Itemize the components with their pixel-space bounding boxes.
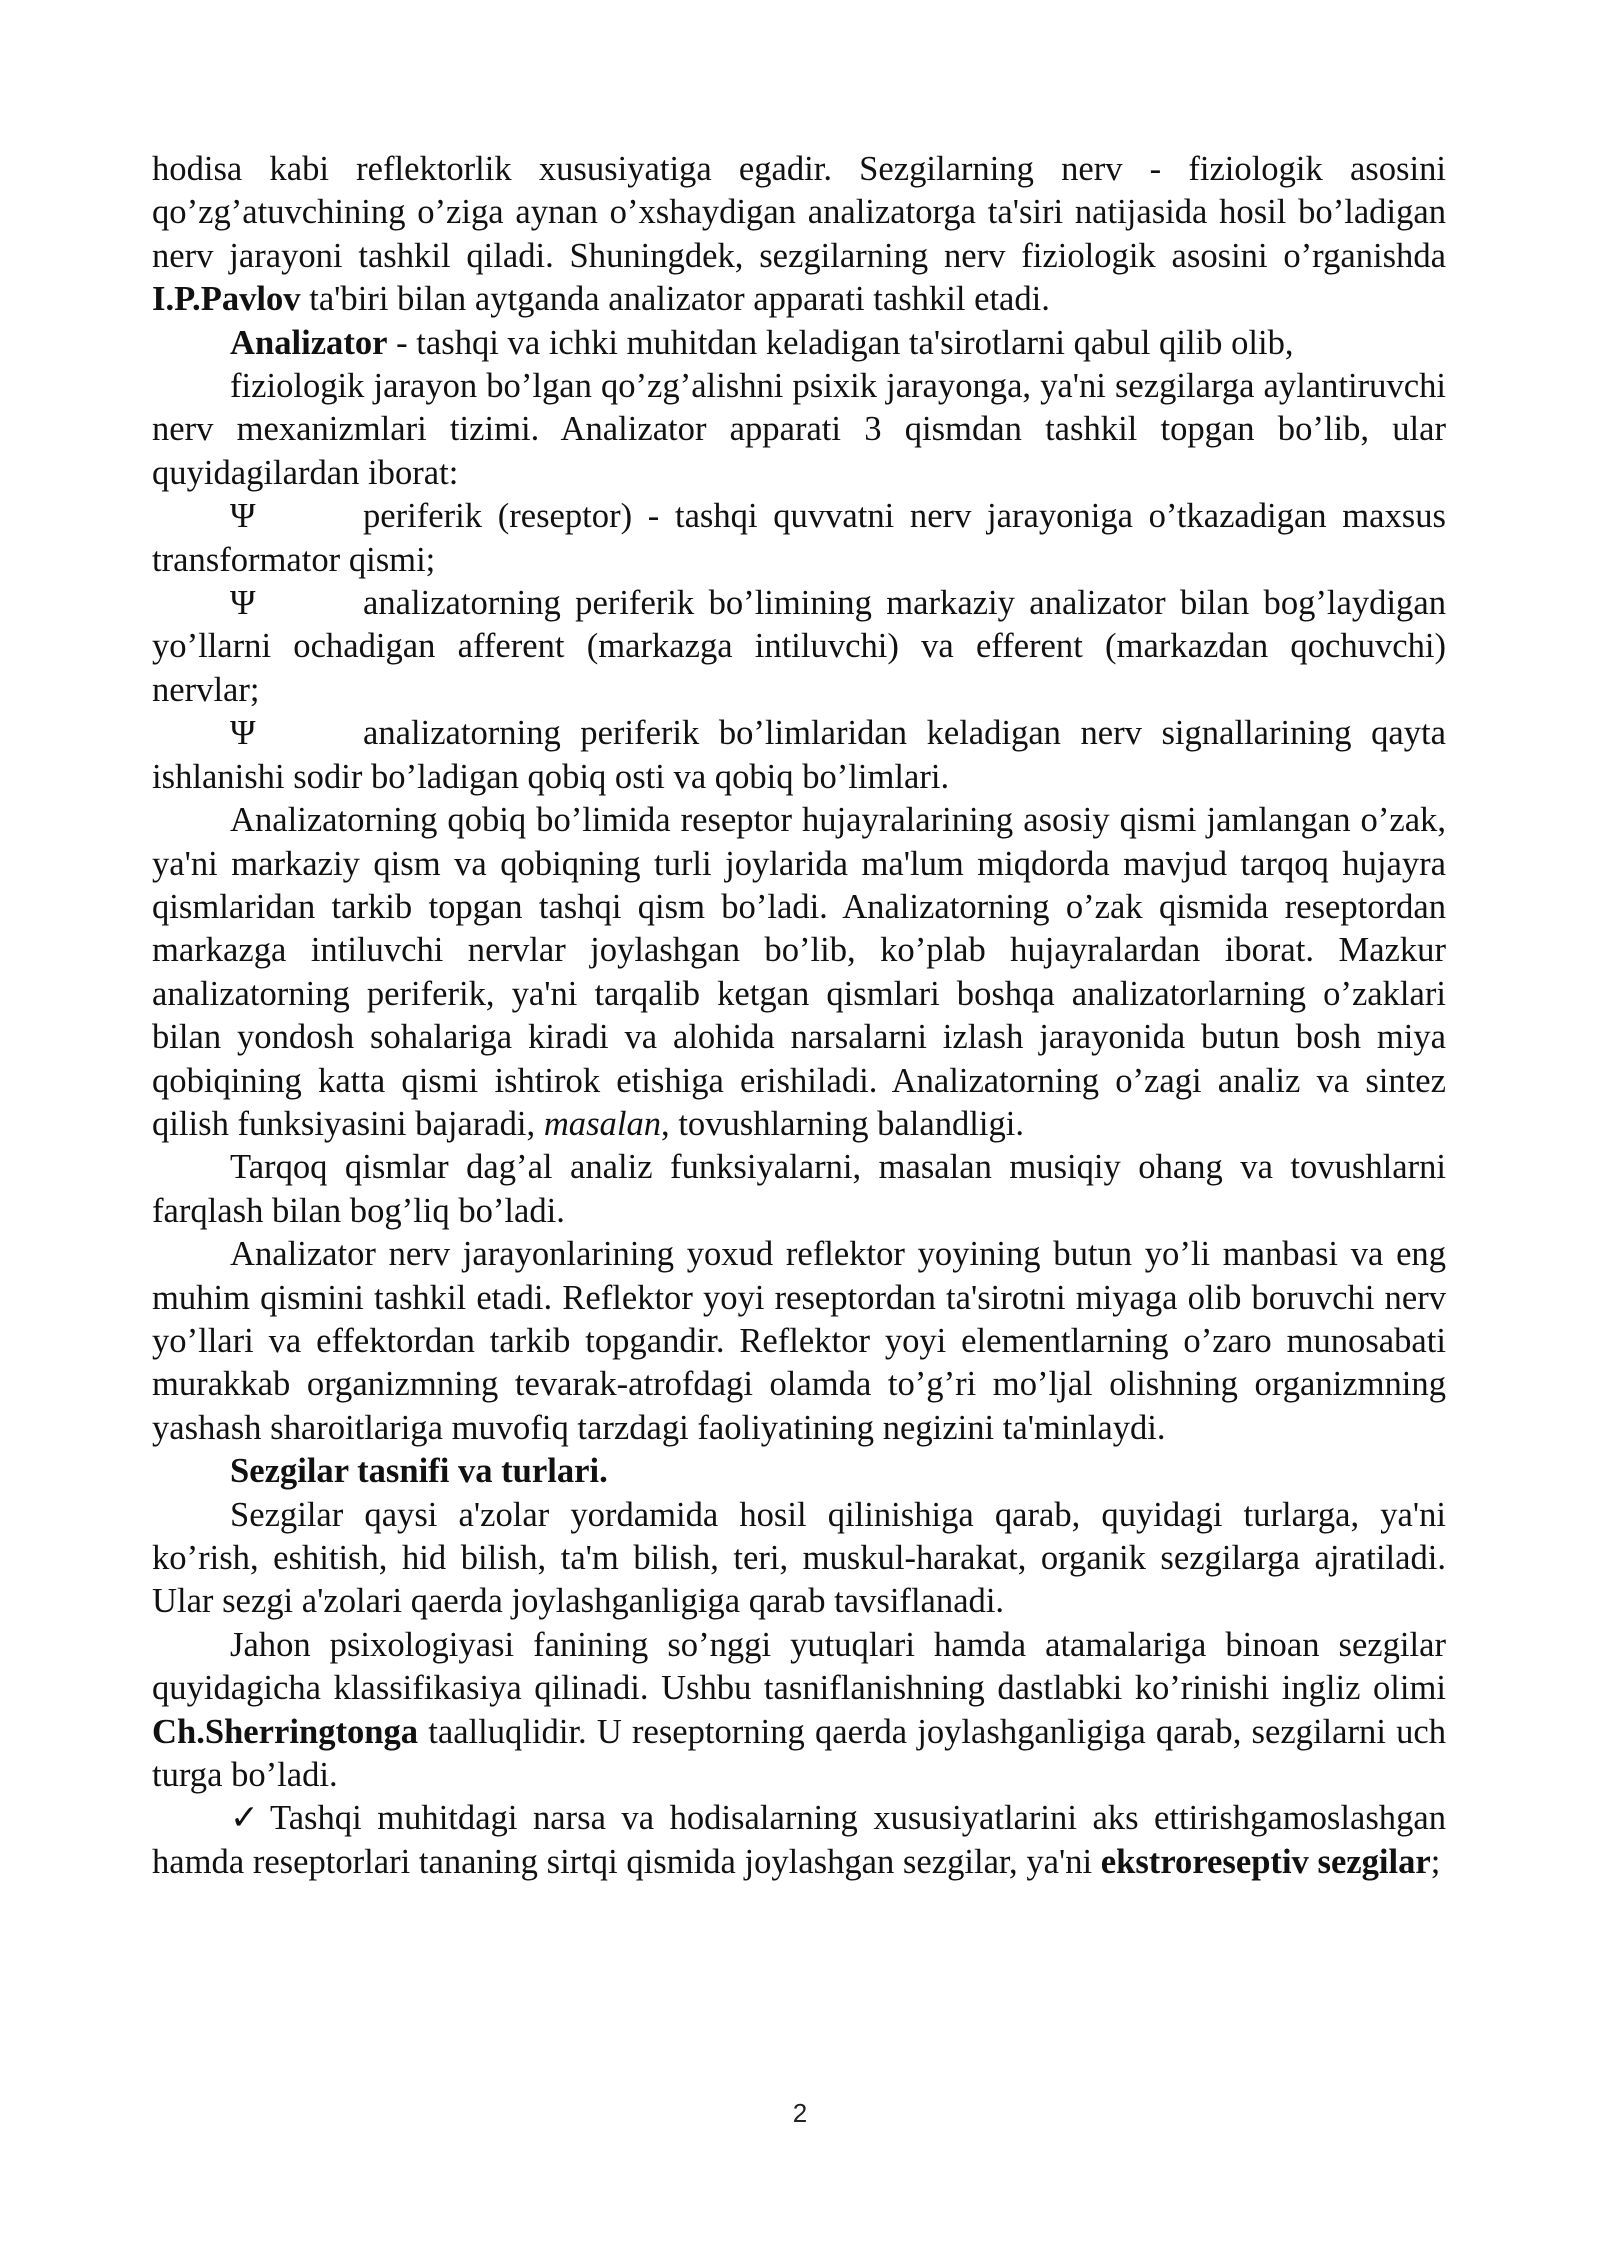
psi-bullet-icon: Ψ [230,714,256,753]
list-item: Ψ periferik (reseptor) - tashqi quvvatni nerv jarayoniga o’tkazadigan maxsus transformator qismi; [152,497,1446,579]
paragraph-6: Analizator nerv jarayonlarining yoxud reflektor yoyining butun yo’li manbasi va eng muhim qismini tashkil etadi. Reflektor yoyi reseptordan ta'sirotni miyaga olib boruvchi nerv yo’llari va effektordan tarkib topgandir. Reflektor yoyi elementlarning o’zaro munosabati murakkab organizmning tevarak-atrofdagi olamda to’g’ri mo’ljal olishning organizmning yashash sharoitlariga muvofiq tarzdagi faoliyatining negizini ta'minlaydi. [152,1235,1446,1447]
paragraph-8: Jahon psixologiyasi fanining so’nggi yutuqlari hamda atamalariga binoan sezgilar quyidagicha klassifikasiya qilinadi. Ushbu tasniflanishning dastlabki ko’rinishi ingliz olimi Ch.Sherringtonga taalluqlidir. U reseptorning qaerda joylashganligiga qarab, sezgilarni uch turga bo’ladi. [152,1625,1446,1795]
psi-bullet-icon: Ψ [230,584,256,623]
list-item: Ψ analizatorning periferik bo’limlaridan keladigan nerv signallarining qayta ishlanishi sodir bo’ladigan qobiq osti va qobiq bo’limlari. [152,714,1446,796]
list-item: Ψ analizatorning periferik bo’limining markaziy analizator bilan bog’laydigan yo’llarni ochadigan afferent (markazga intiluvchi) va efferent (markazdan qochuvchi) nervlar; [152,584,1446,709]
checklist-item: ✓ Tashqi muhitdagi narsa va hodisalarning xususiyatlarini aks ettirishgamoslashgan hamda reseptorlari tananing sirtqi qismida joylashgan sezgilar, ya'ni ekstroreseptiv sezgilar; [152,1799,1446,1881]
term-analizator: Analizator [230,323,388,362]
emphasis: masalan [543,1104,662,1143]
author-name: Ch.Sherringtonga [152,1712,419,1751]
paragraph-1: hodisa kabi reflektorlik xususiyatiga egadir. Sezgilarning nerv - fiziologik asosini qo’zg’atuvchining o’ziga aynan o’xshaydigan analizatorga ta'siri natijasida hosil bo’ladigan nerv jarayoni tashkil qiladi. Shuningdek, sezgilarning nerv fiziologik asosini o’rganishda I.P.Pavlov ta'biri bilan aytganda analizator apparati tashkil etadi. [152,150,1446,319]
paragraph-7: Sezgilar qaysi a'zolar yordamida hosil qilinishiga qarab, quyidagi turlarga, ya'ni ko’rish, eshitish, hid bilish, ta'm bilish, teri, muskul-harakat, organik sezgilarga ajratiladi. Ular sezgi a'zolari qaerda joylashganligiga qarab tavsiflanadi. [152,1495,1446,1621]
checkmark-icon: ✓ [230,1799,259,1838]
paragraph-5: Tarqoq qismlar dag’al analiz funksiyalarni, masalan musiqiy ohang va tovushlarni farqlash bilan bog’liq bo’ladi. [152,1148,1446,1230]
term-ekstroreseptiv: ekstroreseptiv sezgilar [1100,1842,1431,1881]
paragraph-3: fiziologik jarayon bo’lgan qo’zg’alishni psixik jarayonga, ya'ni sezgilarga aylantiruvchi nerv mexanizmlari tizimi. Analizator apparati 3 qismdan tashkil topgan bo’lib, ular quyidagilardan iborat: [152,367,1446,492]
page-number: 2 [792,2098,808,2128]
document-body [152,148,1446,1884]
paragraph-2: Analizator - tashqi va ichki muhitdan keladigan ta'sirotlarni qabul qilib olib, [230,323,1294,362]
section-heading: Sezgilar tasnifi va turlari. [230,1452,608,1491]
author-name: I.P.Pavlov [152,280,301,319]
psi-bullet-icon: Ψ [230,497,256,536]
paragraph-4: Analizatorning qobiq bo’limida reseptor hujayralarining asosiy qismi jamlangan o’zak, ya'ni markaziy qism va qobiqning turli joylarida ma'lum miqdorda mavjud tarqoq hujayra qismlaridan tarkib topgan tashqi qism bo’ladi. Analizatorning o’zak qismida reseptordan markazga intiluvchi nervlar joylashgan bo’lib, ko’plab hujayralardan iborat. Mazkur analizatorning periferik, ya'ni tarqalib ketgan qismlari boshqa analizatorlarning o’zaklari bilan yondosh sohalariga kiradi va alohida narsalarni izlash jarayonida butun bosh miya qobiqining katta qismi ishtirok etishiga erishiladi. Analizatorning o’zagi analiz va sintez qilish funksiyasini bajaradi, masalan, tovushlarning balandligi. [152,801,1446,1143]
